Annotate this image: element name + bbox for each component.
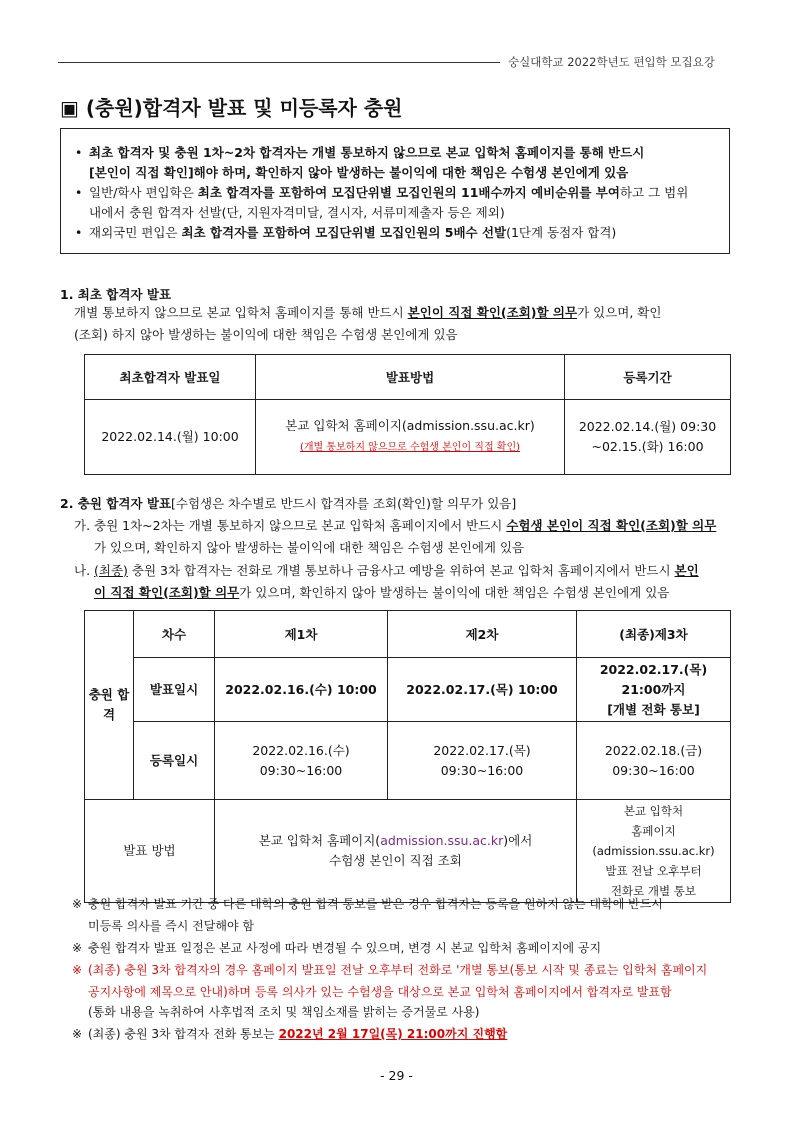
t2-row-register: 등록일시 [134, 722, 215, 800]
note-4 [72, 1023, 742, 1045]
t2-announce-2: 2022.02.17.(목) 10:00 [388, 658, 577, 722]
section2-ga-b: 수험생 본인이 직접 확인(조회)할 의무 [506, 518, 717, 533]
note-4-b: 2022년 2월 17일(목) 21:00까지 진행함 [278, 1027, 508, 1041]
t1-period-line1: 2022.02.14.(월) 09:30 [578, 419, 717, 434]
t2-announce-3-line1: 2022.02.17.(목) 21:00까지 [599, 661, 708, 697]
section2-na-line2-u: 이 직접 확인(조회)할 의무 [94, 585, 240, 600]
summary-item-2 [75, 183, 719, 223]
note-3-mark: ※ [72, 963, 83, 977]
t2-row-method: 발표 방법 [85, 800, 215, 903]
summary-item-2-line2: 내에서 충원 합격자 선발(단, 지원자격미달, 결시자, 서류미제출자 등은 제외) [89, 205, 505, 220]
summary-item-2-c: 하고 그 범위 [619, 185, 689, 200]
t2-row-announce: 발표일시 [134, 658, 215, 722]
t1-header-period: 등록기간 [565, 355, 731, 400]
t1-method-text: 본교 입학처 홈페이지(admission.ssu.ac.kr) [285, 418, 535, 433]
t2-side-label: 충원 합격 [85, 611, 134, 800]
summary-box [60, 128, 730, 254]
t2-register-1-line1: 2022.02.16.(수) [252, 742, 350, 758]
t1-date: 2022.02.14.(월) 10:00 [85, 400, 256, 475]
note-2-mark: ※ [72, 941, 83, 955]
section2-na-a: 나. [74, 563, 95, 578]
summary-item-2-a: 일반/학사 편입학은 [89, 185, 198, 200]
t2-announce-3-line2: [개별 전화 통보] [607, 701, 700, 717]
note-1-line1: 충원 합격자 발표 기간 중 다른 대학의 충원 합격 통보를 받은 경우 합격자는 등록을 원하지 않는 대학에 반드시 [88, 897, 663, 911]
t1-method-note: (개별 통보하지 않으므로 수험생 본인이 직접 확인) [299, 442, 521, 453]
additional-result-table [84, 610, 731, 903]
page-number: - 29 - [380, 1068, 413, 1083]
summary-item-1 [75, 143, 719, 183]
summary-item-1-line1: 최초 합격자 및 충원 1차~2차 합격자는 개별 통보하지 않으므로 본교 입학처 홈페이지를 통해 반드시 [89, 145, 645, 160]
t2-method-3-line1: 본교 입학처 [623, 804, 684, 818]
note-3-cont [72, 1001, 742, 1023]
note-3-line1: (최종) 충원 3차 합격자의 경우 홈페이지 발표일 전날 오후부터 전화로 '개별 통보(통보 시작 및 종료는 입학처 홈페이지 [88, 963, 708, 977]
section2-na-b: (최종) [94, 563, 128, 578]
page-title: ▣ (충원)합격자 발표 및 미등록자 충원 [60, 96, 403, 120]
t2-header-2: 제2차 [388, 611, 577, 658]
note-3 [72, 959, 742, 1003]
note-3-line3: (통화 내용을 녹취하여 사후법적 조치 및 책임소재를 밝히는 증거물로 사용) [88, 1005, 480, 1019]
t2-method-a: 본교 입학처 홈페이지( [258, 833, 381, 848]
summary-item-3 [75, 223, 719, 243]
note-1-line2: 미등록 의사를 즉시 전달해야 함 [88, 919, 254, 933]
section1-paragraph [74, 302, 734, 346]
section2-item-na [74, 560, 738, 604]
header-rule [58, 62, 500, 63]
section1-heading: 1. 최초 합격자 발표 [60, 287, 172, 302]
note-4-mark: ※ [72, 1027, 83, 1041]
t2-method-3-line3: 발표 전날 오후부터 [605, 864, 702, 878]
section1-p-line2: (조회) 하지 않아 발생하는 불이익에 대한 책임은 수험생 본인에게 있음 [74, 327, 458, 342]
t2-method-link: admission.ssu.ac.kr [380, 833, 504, 848]
section2-heading: 2. 충원 합격자 발표 [60, 496, 172, 511]
t2-header-round: 차수 [134, 611, 215, 658]
section1-p-b: 본인이 직접 확인(조회)할 의무 [407, 305, 578, 320]
t1-header-method: 발표방법 [256, 355, 565, 400]
t2-header-1: 제1차 [215, 611, 388, 658]
t2-method-b: )에서 [503, 833, 533, 848]
summary-item-2-b: 최초 합격자를 포함하여 모집단위별 모집인원의 11배수까지 예비순위를 부여 [197, 185, 620, 200]
section2-ga-line2: 가 있으며, 확인하지 않아 발생하는 불이익에 대한 책임은 수험생 본인에게 있음 [94, 540, 525, 555]
section2-na-d: 본인 [674, 563, 699, 578]
t2-register-3-line1: 2022.02.18.(금) [604, 742, 703, 758]
section1-p-c: 가 있으며, 확인 [577, 305, 662, 320]
section2-ga-a: 가. 충원 1차~2차는 개별 통보하지 않으므로 본교 입학처 홈페이지에서 반드시 [74, 518, 507, 533]
t2-register-1-line2: 09:30~16:00 [259, 762, 343, 778]
t2-register-2-line1: 2022.02.17.(목) [433, 742, 531, 758]
t2-register-2 [388, 722, 577, 800]
summary-item-3-a: 재외국민 편입은 [89, 225, 182, 240]
t2-method-line2: 수험생 본인이 직접 조회 [329, 853, 462, 868]
section2-na-line2-rest: 가 있으며, 확인하지 않아 발생하는 불이익에 대한 책임은 수험생 본인에게 있음 [239, 585, 670, 600]
note-1 [72, 893, 742, 937]
section1-p-a: 개별 통보하지 않으므로 본교 입학처 홈페이지를 통해 반드시 [74, 305, 408, 320]
note-2-text: 충원 합격자 발표 일정은 본교 사정에 따라 변경될 수 있으며, 변경 시 본교 입학처 홈페이지에 공지 [88, 941, 602, 955]
first-result-table [84, 354, 731, 475]
t2-method-web [215, 800, 577, 903]
section2-item-ga [74, 515, 738, 559]
t2-announce-3 [577, 658, 731, 722]
section2-na-c: 충원 3차 합격자는 전화로 개별 통보하나 금융사고 예방을 위하여 본교 입학처 홈페이지에서 반드시 [127, 563, 675, 578]
t2-method-phone [577, 800, 731, 903]
t1-period [565, 400, 731, 475]
note-2 [72, 937, 742, 959]
t2-register-2-line2: 09:30~16:00 [440, 762, 524, 778]
t1-header-date: 최초합격자 발표일 [85, 355, 256, 400]
section2-heading-row [60, 494, 516, 512]
t2-register-3 [577, 722, 731, 800]
t1-method [256, 400, 565, 475]
t2-method-3-line4: 전화로 개별 통보 [610, 884, 697, 898]
note-4-a: (최종) 충원 3차 합격자 전화 통보는 [88, 1027, 279, 1041]
t1-period-line2: ~02.15.(화) 16:00 [591, 439, 704, 454]
t2-register-3-line2: 09:30~16:00 [612, 762, 695, 778]
header-doc-title: 숭실대학교 2022학년도 편입학 모집요강 [508, 55, 715, 69]
summary-item-1-line2: [본인이 직접 확인]해야 하며, 확인하지 않아 발생하는 불이익에 대한 책임은 수험생 본인에게 있음 [89, 165, 629, 180]
summary-item-3-b: 최초 합격자를 포함하여 모집단위별 모집인원의 5배수 선발 [181, 225, 507, 240]
section2-heading-note: [수험생은 차수별로 반드시 합격자를 조회(확인)할 의무가 있음] [171, 496, 517, 511]
t2-register-1 [215, 722, 388, 800]
t2-header-3: (최종)제3차 [577, 611, 731, 658]
notes [72, 893, 742, 1045]
summary-item-3-c: (1단계 동점자 합격) [506, 225, 617, 240]
note-1-mark: ※ [72, 897, 83, 911]
t2-method-3-line2: 홈페이지(admission.ssu.ac.kr) [592, 824, 715, 858]
t2-announce-1: 2022.02.16.(수) 10:00 [215, 658, 388, 722]
note-3-line2: 공지사항에 제목으로 안내)하며 등록 의사가 있는 수험생을 대상으로 본교 입학처 홈페이지에서 합격자로 발표함 [88, 985, 672, 999]
